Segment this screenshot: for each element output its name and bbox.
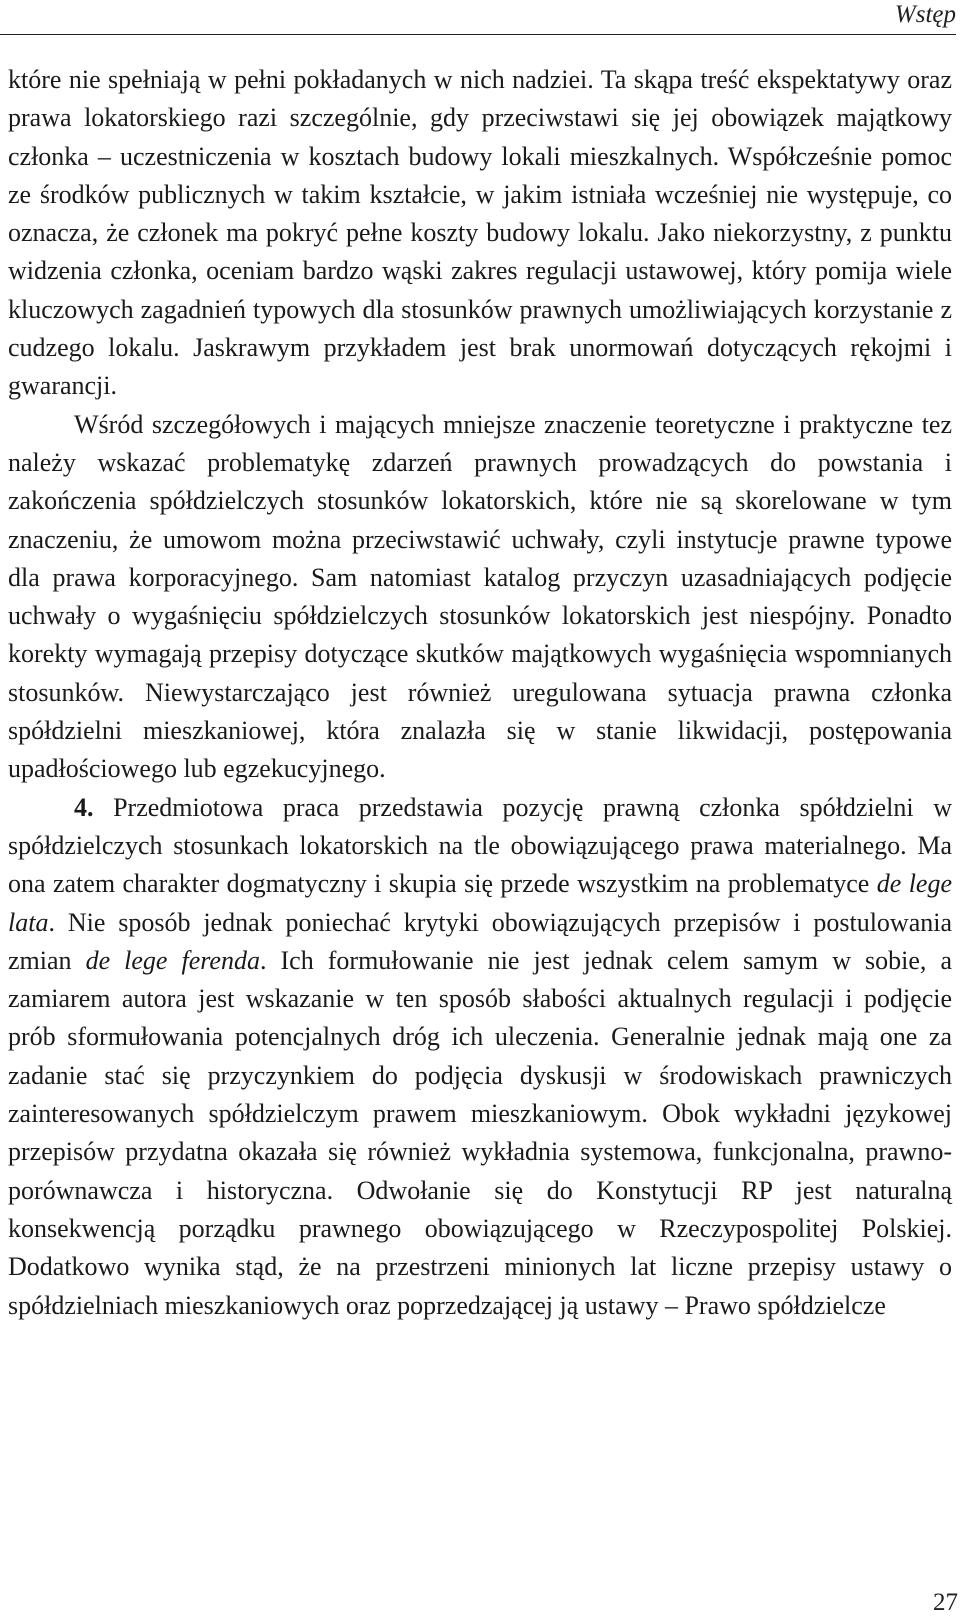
- paragraph-1: które nie spełniają w pełni pokładanych w nich nadziei. Ta skąpa treść ekspektatywy oraz prawa lokatorskiego razi szczególnie, gdy przeciwstawi się jej obowiązek majątkowy członka – uczestniczenia w kosztach budowy lokali mieszkalnych. Współcześnie pomoc ze środków publicznych w takim kształcie, w jakim istniała wcześniej nie występuje, co oznacza, że członek ma pokryć pełne koszty budowy lokalu. Jako niekorzystny, z punktu widzenia członka, oceniam bardzo wąski zakres regulacji ustawowej, który pomija wiele kluczowych zagadnień typowych dla stosunków prawnych umożliwiających korzystanie z cudzego lokalu. Jaskrawym przykładem jest brak unormowań dotyczących rękojmi i gwarancji.: [8, 65, 952, 401]
- paragraph-3-part-3: . Ich formułowanie nie jest jednak celem samym w sobie, a zamiarem autora jest wskazanie w ten sposób słabości aktualnych regulacji i podjęcie prób sformułowania potencjalnych dróg ich uleczenia. Generalnie jednak mają one za zadanie stać się przyczynkiem do podjęcia dyskusji w środowiskach prawniczych zainteresowanych spółdzielczym prawem mieszkaniowym. Obok wykładni językowej przepisów przydatna okazała się również wykładnia systemowa, funkcjonalna, prawno-porównawcza i historyczna. Odwołanie się do Konstytucji RP jest naturalną konsekwencją porządku prawnego obowiązującego w Rzeczypospolitej Polskiej. Dodatkowo wynika stąd, że na przestrzeni minionych lat liczne przepisy ustawy o spółdzielniach mieszkaniowych oraz poprzedzającej ją ustawy – Prawo spółdzielcze: [8, 945, 952, 1320]
- section-number: 4.: [74, 792, 94, 822]
- paragraph-2: Wśród szczegółowych i mających mniejsze znaczenie teoretyczne i praktyczne tez należy wskazać problematykę zdarzeń prawnych prowadzących do powstania i zakończenia spółdzielczych stosunków lokatorskich, które nie są skorelowane w tym znaczeniu, że umowom można przeciwstawić uchwały, czyli instytucje prawne typowe dla prawa korporacyjnego. Sam natomiast katalog przyczyn uzasadniających podjęcie uchwały o wygaśnięciu spółdzielczych stosunków lokatorskich jest niespójny. Ponadto korekty wymagają przepisy dotyczące skutków majątkowych wygaśnięcia wspomnianych stosunków. Niewystarczająco jest również uregulowana sytuacja prawna członka spółdzielni mieszkaniowej, która znalazła się w stanie likwidacji, postępowania upadłościowego lub egzekucyjnego.: [8, 409, 952, 784]
- page-body: [8, 61, 952, 1325]
- page-number: 27: [933, 1589, 958, 1616]
- latin-phrase-de-lege-ferenda: de lege ferenda: [85, 945, 260, 975]
- paragraph-3-part-1: Przedmiotowa praca przedstawia pozycję prawną członka spółdzielni w spółdzielczych stosunkach lokatorskich na tle obowiązującego prawa materialnego. Ma ona zatem charakter dogmatyczny i skupia się przede wszystkim na problematyce: [8, 792, 952, 899]
- paragraph-3-part-2: . Nie sposób jednak poniechać krytyki obowiązujących przepisów i postulowania zmian: [8, 907, 952, 975]
- latin-phrase-de-lege-lata: de lege lata: [8, 869, 952, 937]
- header-title: Wstęp: [894, 1, 956, 28]
- paragraph-3: [8, 789, 952, 1325]
- running-header: [0, 0, 956, 35]
